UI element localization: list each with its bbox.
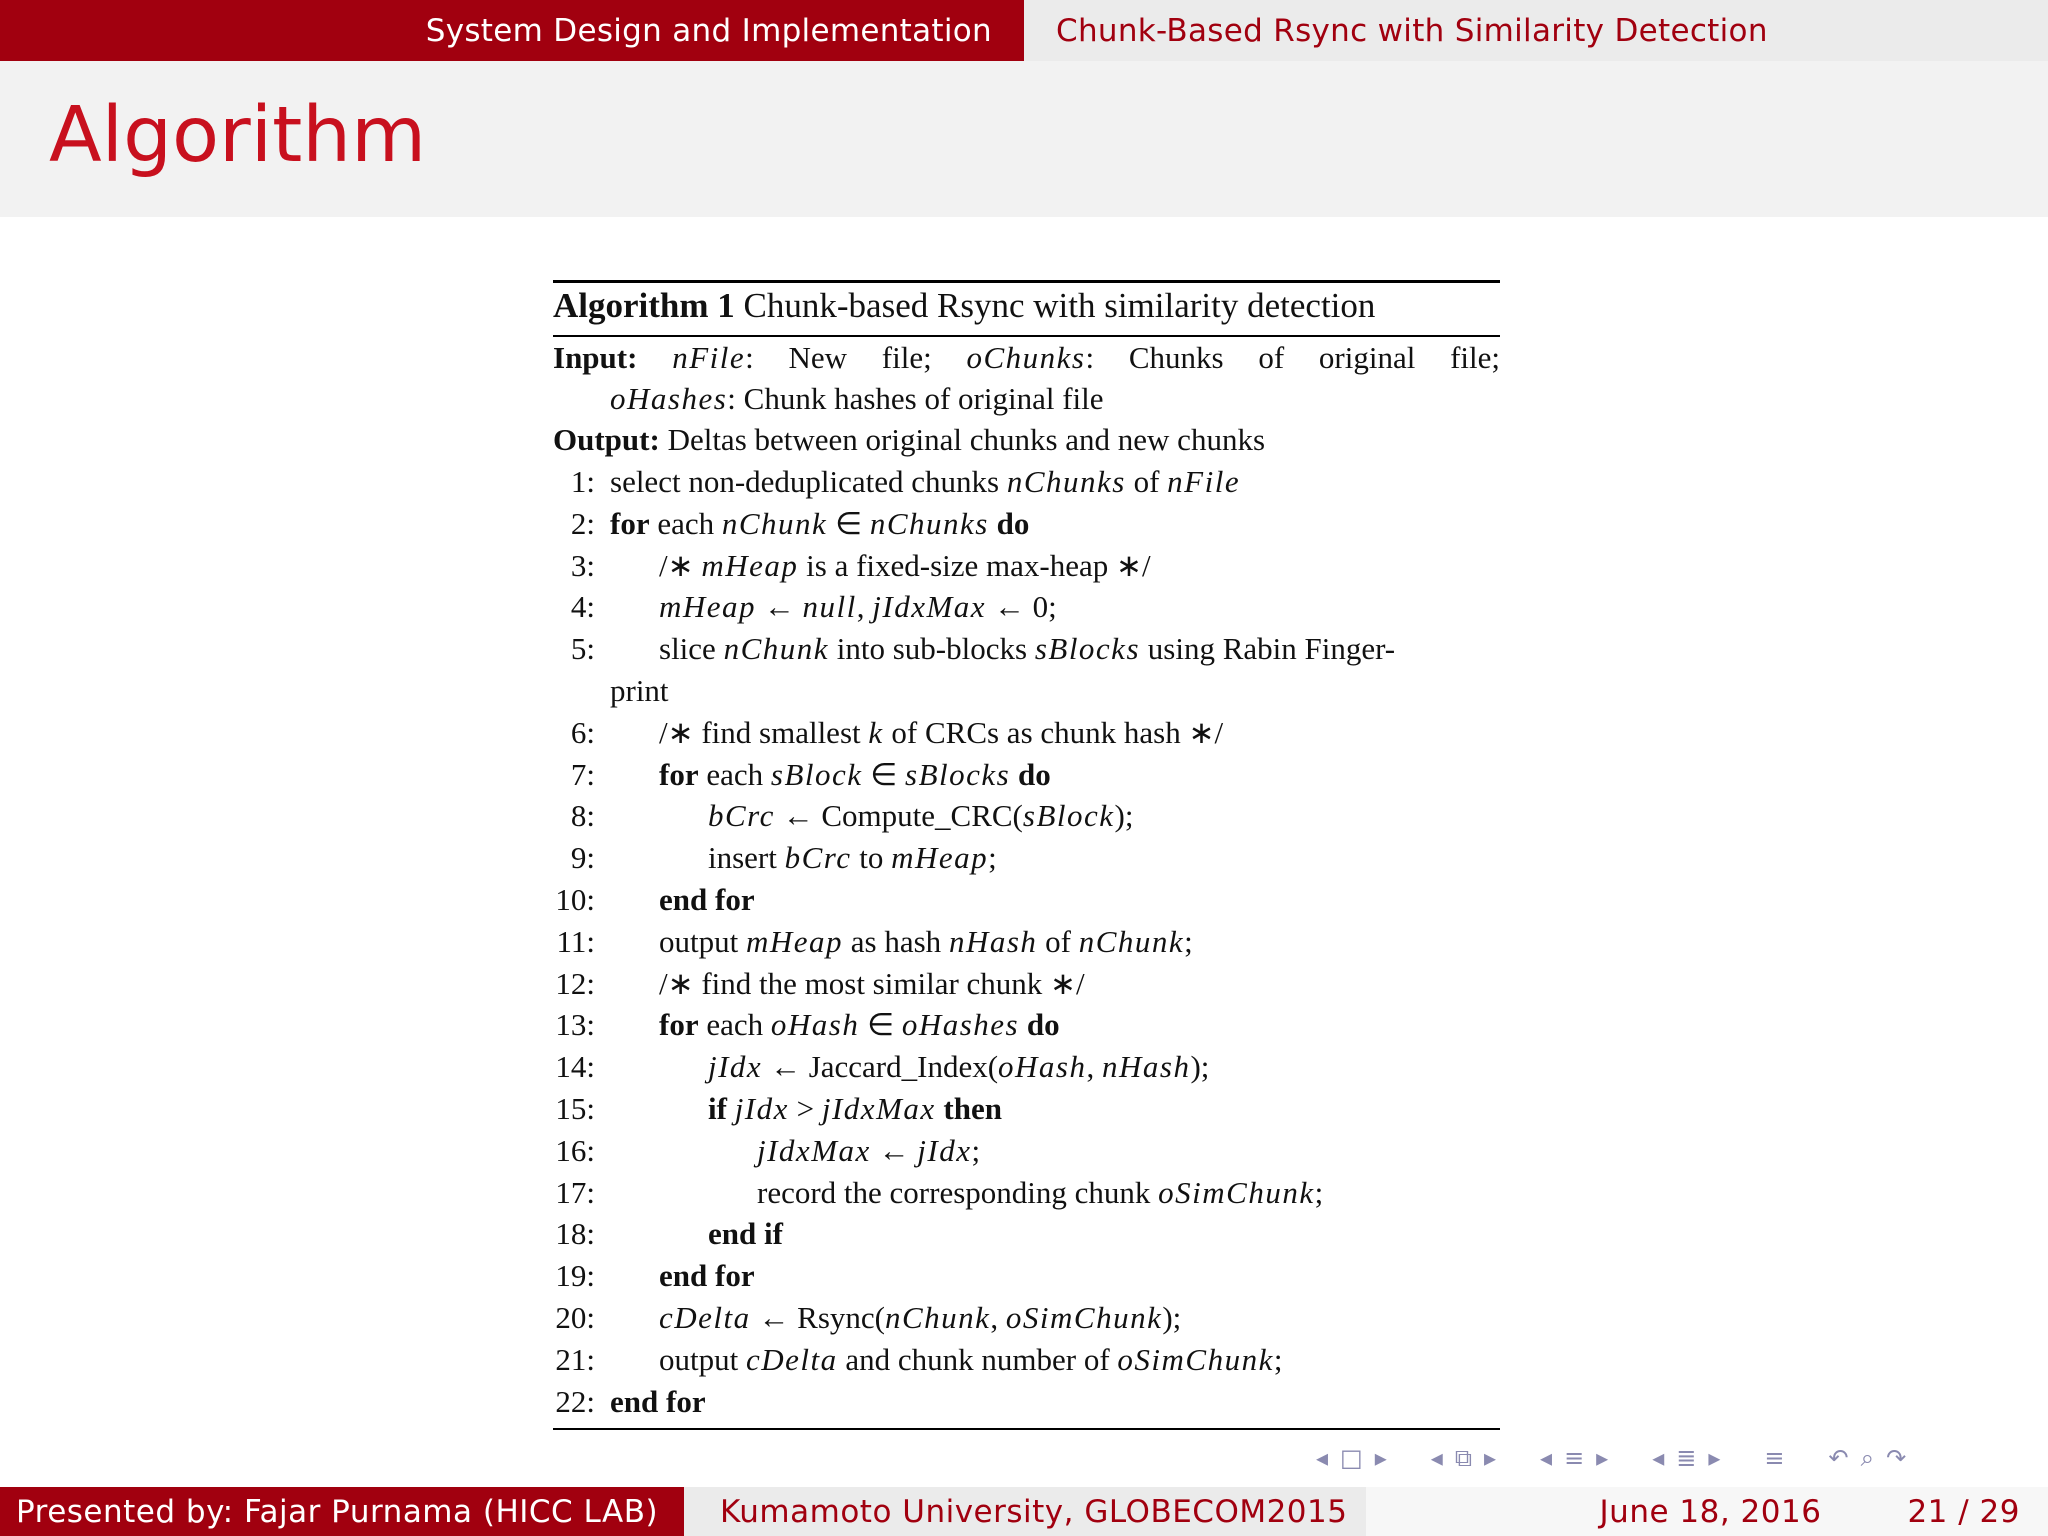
input-text-1: : New file; bbox=[745, 340, 967, 375]
code-text: of bbox=[1037, 923, 1079, 959]
keyword: then bbox=[943, 1090, 1002, 1126]
line-code bbox=[659, 712, 1223, 754]
line-code bbox=[757, 1172, 1323, 1214]
redo-icon[interactable]: ↷ bbox=[1886, 1444, 1907, 1472]
code-text: ; bbox=[1273, 1341, 1283, 1377]
subsection-icon[interactable]: ⧉ bbox=[1454, 1444, 1472, 1472]
keyword: end if bbox=[708, 1216, 783, 1252]
line-number: 15: bbox=[555, 1090, 595, 1126]
algorithm-line bbox=[553, 1381, 1500, 1423]
code-text: ∈ bbox=[862, 756, 906, 792]
code-text: using Rabin Finger- bbox=[1140, 631, 1396, 667]
math-variable: bCrc bbox=[784, 840, 852, 876]
algorithm-line bbox=[553, 545, 1500, 587]
line-number: 4: bbox=[570, 589, 595, 625]
code-text: print bbox=[610, 672, 669, 708]
line-code bbox=[610, 670, 669, 712]
line-number: 11: bbox=[556, 923, 595, 959]
math-variable: oSimChunk bbox=[1005, 1299, 1163, 1335]
frame-icon[interactable]: □ bbox=[1340, 1444, 1363, 1472]
line-code bbox=[659, 754, 1051, 796]
code-text: ); bbox=[1114, 798, 1134, 834]
math-variable: nChunk bbox=[1078, 923, 1185, 959]
math-variable: jIdxMax bbox=[757, 1132, 871, 1168]
nav-right-arrow-icon[interactable]: ▸ bbox=[1374, 1444, 1387, 1472]
line-code bbox=[659, 1297, 1181, 1339]
algorithm-caption-text: Chunk-based Rsync with similarity detection bbox=[743, 286, 1376, 325]
algorithm-line bbox=[553, 503, 1500, 545]
code-text: output bbox=[659, 1341, 746, 1377]
nav-right-arrow-icon[interactable]: ▸ bbox=[1483, 1444, 1497, 1472]
algorithm-input bbox=[553, 337, 1500, 378]
math-variable: k bbox=[868, 714, 884, 750]
algorithm-box bbox=[553, 280, 1500, 1430]
line-code bbox=[659, 586, 1057, 628]
keyword: do bbox=[996, 505, 1030, 541]
math-variable: oHash bbox=[998, 1049, 1087, 1085]
footer-venue: Kumamoto University, GLOBECOM2015 bbox=[684, 1487, 1366, 1536]
nav-left-arrow-icon[interactable]: ◂ bbox=[1430, 1444, 1443, 1472]
beamer-navigation bbox=[1310, 1440, 1912, 1476]
code-text: ; bbox=[988, 840, 997, 876]
keyword: end for bbox=[610, 1383, 706, 1419]
code-text: and chunk number of bbox=[837, 1341, 1118, 1377]
keyword: for bbox=[659, 1007, 699, 1043]
footer-presenter: Presented by: Fajar Purnama (HICC LAB) bbox=[0, 1487, 684, 1536]
algorithm-line bbox=[553, 879, 1500, 921]
line-code bbox=[708, 1088, 1002, 1130]
line-number: 5: bbox=[570, 631, 595, 667]
keyword: end for bbox=[659, 1258, 755, 1294]
line-number: 2: bbox=[570, 505, 595, 541]
math-variable: sBlock bbox=[1022, 798, 1115, 834]
code-text: select non-deduplicated chunks bbox=[610, 464, 1007, 499]
code-text: insert bbox=[708, 840, 785, 876]
code-text: record the corresponding chunk bbox=[757, 1174, 1159, 1210]
math-variable: jIdxMax bbox=[872, 589, 987, 625]
code-text bbox=[989, 506, 997, 541]
footer-page-number: 21 / 29 bbox=[1907, 1493, 2020, 1530]
line-number: 8: bbox=[570, 798, 595, 834]
math-variable: nHash bbox=[1102, 1049, 1191, 1085]
line-number: 19: bbox=[555, 1258, 595, 1294]
keyword: do bbox=[1017, 756, 1051, 792]
line-code bbox=[659, 963, 1085, 1005]
code-text: ∈ bbox=[859, 1007, 902, 1043]
input-var-ohashes: oHashes bbox=[610, 381, 728, 416]
line-number: 12: bbox=[555, 965, 595, 1001]
algorithm-caption bbox=[553, 283, 1500, 329]
math-variable: nFile bbox=[1167, 464, 1241, 499]
math-variable: nChunk bbox=[884, 1299, 991, 1335]
algorithm-line bbox=[553, 1339, 1500, 1381]
line-number: 14: bbox=[555, 1049, 595, 1085]
algorithm-line bbox=[553, 1213, 1500, 1255]
algorithm-line bbox=[553, 1088, 1500, 1130]
input-var-nfile: nFile bbox=[672, 340, 746, 375]
code-text: ); bbox=[1162, 1299, 1182, 1335]
header-subsection[interactable]: Chunk-Based Rsync with Similarity Detection bbox=[1024, 0, 2048, 61]
code-text: ); bbox=[1190, 1049, 1210, 1085]
nav-right-arrow-icon[interactable]: ▸ bbox=[1708, 1444, 1721, 1472]
math-variable: cDelta bbox=[659, 1299, 751, 1335]
code-text: of CRCs as chunk hash ∗/ bbox=[883, 714, 1224, 750]
line-code bbox=[659, 1004, 1060, 1046]
algorithm-line bbox=[553, 1004, 1500, 1046]
math-variable: nChunk bbox=[723, 631, 829, 667]
line-code bbox=[708, 1046, 1209, 1088]
math-variable: nChunks bbox=[869, 505, 989, 541]
line-number: 3: bbox=[570, 547, 595, 583]
code-text: to bbox=[851, 840, 892, 876]
code-text: > bbox=[788, 1090, 822, 1126]
line-code bbox=[708, 837, 997, 879]
code-text: ← Rsync( bbox=[750, 1299, 885, 1335]
algorithm-line bbox=[553, 1172, 1500, 1214]
math-variable: jIdx bbox=[917, 1132, 972, 1168]
code-text: as hash bbox=[843, 923, 949, 959]
line-number: 9: bbox=[570, 840, 595, 876]
keyword: if bbox=[708, 1090, 727, 1126]
header-section[interactable]: System Design and Implementation bbox=[0, 0, 1024, 61]
math-variable: oSimChunk bbox=[1117, 1341, 1274, 1377]
line-code bbox=[659, 628, 1395, 670]
math-variable: sBlock bbox=[770, 756, 863, 792]
input-var-ochunks: oChunks bbox=[966, 340, 1086, 375]
math-variable: oSimChunk bbox=[1158, 1174, 1315, 1210]
footer-date: June 18, 2016 bbox=[1599, 1493, 1822, 1530]
math-variable: sBlocks bbox=[905, 756, 1011, 792]
code-text: ; bbox=[971, 1132, 981, 1168]
math-variable: bCrc bbox=[708, 798, 775, 834]
math-variable: cDelta bbox=[745, 1341, 838, 1377]
code-text: /∗ find smallest bbox=[659, 714, 869, 750]
algorithm-line bbox=[553, 670, 1500, 712]
code-text: ← Compute_CRC( bbox=[774, 798, 1023, 834]
keyword: end for bbox=[659, 881, 755, 917]
line-code bbox=[659, 1339, 1282, 1381]
nav-right-arrow-icon[interactable]: ▸ bbox=[1596, 1444, 1609, 1472]
code-text bbox=[1010, 757, 1018, 792]
line-number: 1: bbox=[570, 464, 595, 499]
code-text: is a fixed-size max-heap ∗/ bbox=[798, 547, 1151, 583]
algorithm-line bbox=[553, 628, 1500, 670]
line-code bbox=[659, 879, 755, 921]
keyword: for bbox=[610, 505, 650, 541]
footer-bar bbox=[0, 1487, 2048, 1536]
code-text: ← 0; bbox=[986, 589, 1057, 625]
line-code bbox=[659, 921, 1193, 963]
code-text bbox=[727, 1091, 735, 1126]
code-text: ; bbox=[1314, 1174, 1324, 1210]
line-number: 18: bbox=[555, 1216, 595, 1252]
footer-date-page bbox=[1366, 1487, 2048, 1536]
line-code bbox=[610, 461, 1240, 503]
math-variable: jIdx bbox=[734, 1090, 789, 1126]
output-label: Output: bbox=[553, 422, 660, 457]
line-number: 13: bbox=[555, 1007, 595, 1043]
algorithm-line bbox=[553, 1046, 1500, 1088]
algorithm-input-continued bbox=[553, 378, 1500, 419]
frame-title-band bbox=[0, 61, 2048, 217]
math-variable: null bbox=[802, 589, 857, 625]
nav-left-arrow-icon[interactable]: ◂ bbox=[1316, 1444, 1329, 1472]
algorithm-line bbox=[553, 754, 1500, 796]
line-number: 21: bbox=[555, 1341, 595, 1377]
algorithm-output bbox=[553, 419, 1500, 460]
algorithm-line bbox=[553, 1255, 1500, 1297]
input-label: Input: bbox=[553, 340, 638, 375]
algorithm-line bbox=[553, 1130, 1500, 1172]
keyword: for bbox=[659, 756, 699, 792]
code-text: output bbox=[659, 923, 746, 959]
line-number: 17: bbox=[555, 1174, 595, 1210]
math-variable: jIdx bbox=[708, 1049, 763, 1085]
line-code bbox=[708, 795, 1133, 837]
math-variable: oHashes bbox=[901, 1007, 1020, 1043]
search-icon[interactable]: ⌕ bbox=[1860, 1444, 1875, 1472]
math-variable: mHeap bbox=[745, 923, 844, 959]
code-text: ← bbox=[756, 589, 803, 625]
undo-icon[interactable]: ↶ bbox=[1828, 1444, 1849, 1472]
presentation-icon[interactable]: ≣ bbox=[1676, 1444, 1697, 1472]
code-text: of bbox=[1125, 464, 1168, 499]
line-code bbox=[757, 1130, 980, 1172]
nav-left-arrow-icon[interactable]: ◂ bbox=[1652, 1444, 1665, 1472]
code-text: , bbox=[1086, 1049, 1102, 1085]
code-text bbox=[1019, 1007, 1027, 1042]
code-text: , bbox=[856, 589, 873, 625]
line-code bbox=[659, 545, 1151, 587]
line-code bbox=[659, 1255, 755, 1297]
line-number: 10: bbox=[555, 881, 595, 917]
line-code bbox=[610, 503, 1029, 545]
nav-left-arrow-icon[interactable]: ◂ bbox=[1540, 1444, 1553, 1472]
algorithm-bottom-rule bbox=[553, 1428, 1500, 1430]
math-variable: oHash bbox=[770, 1007, 860, 1043]
code-text: ∈ bbox=[827, 505, 870, 541]
algorithm-caption-label: Algorithm 1 bbox=[553, 286, 735, 325]
math-variable: nChunk bbox=[721, 505, 828, 541]
line-code bbox=[610, 1381, 706, 1423]
algorithm-line bbox=[553, 461, 1500, 503]
input-text-3: : Chunk hashes of original file bbox=[727, 381, 1104, 416]
code-text: each bbox=[698, 1007, 771, 1043]
code-text: /∗ bbox=[659, 547, 702, 583]
line-number: 22: bbox=[555, 1383, 595, 1419]
code-text: /∗ find the most similar chunk ∗/ bbox=[659, 965, 1085, 1001]
code-text: ; bbox=[1184, 923, 1193, 959]
code-text: ← Jaccard_Index( bbox=[762, 1049, 999, 1085]
algorithm-line bbox=[553, 837, 1500, 879]
align-icon[interactable]: ≡ bbox=[1764, 1444, 1785, 1472]
algorithm-line bbox=[553, 921, 1500, 963]
math-variable: jIdxMax bbox=[821, 1090, 936, 1126]
algorithm-line bbox=[553, 586, 1500, 628]
code-text: slice bbox=[659, 631, 724, 667]
code-text: ← bbox=[870, 1132, 918, 1168]
line-number: 20: bbox=[555, 1299, 595, 1335]
keyword: do bbox=[1026, 1007, 1060, 1043]
line-number: 6: bbox=[570, 714, 595, 750]
math-variable: mHeap bbox=[891, 840, 989, 876]
code-text: each bbox=[698, 756, 771, 792]
line-number: 7: bbox=[570, 756, 595, 792]
math-variable: sBlocks bbox=[1034, 631, 1141, 667]
math-variable: mHeap bbox=[701, 547, 799, 583]
math-variable: nChunks bbox=[1006, 464, 1126, 499]
section-icon[interactable]: ≡ bbox=[1564, 1444, 1585, 1472]
math-variable: mHeap bbox=[659, 589, 757, 625]
code-text: , bbox=[990, 1299, 1006, 1335]
algorithm-line bbox=[553, 712, 1500, 754]
output-text: Deltas between original chunks and new chunks bbox=[667, 422, 1266, 457]
line-code bbox=[708, 1213, 783, 1255]
algorithm-line bbox=[553, 1297, 1500, 1339]
header-bar bbox=[0, 0, 2048, 61]
algorithm-line bbox=[553, 963, 1500, 1005]
math-variable: nHash bbox=[948, 923, 1038, 959]
line-number: 16: bbox=[555, 1132, 595, 1168]
input-text-2: : Chunks of original file; bbox=[1085, 340, 1501, 375]
code-text: into sub-blocks bbox=[829, 631, 1035, 667]
algorithm-line bbox=[553, 795, 1500, 837]
frame-title: Algorithm bbox=[49, 91, 427, 180]
code-text: each bbox=[649, 505, 722, 541]
algorithm-lines bbox=[553, 461, 1500, 1422]
